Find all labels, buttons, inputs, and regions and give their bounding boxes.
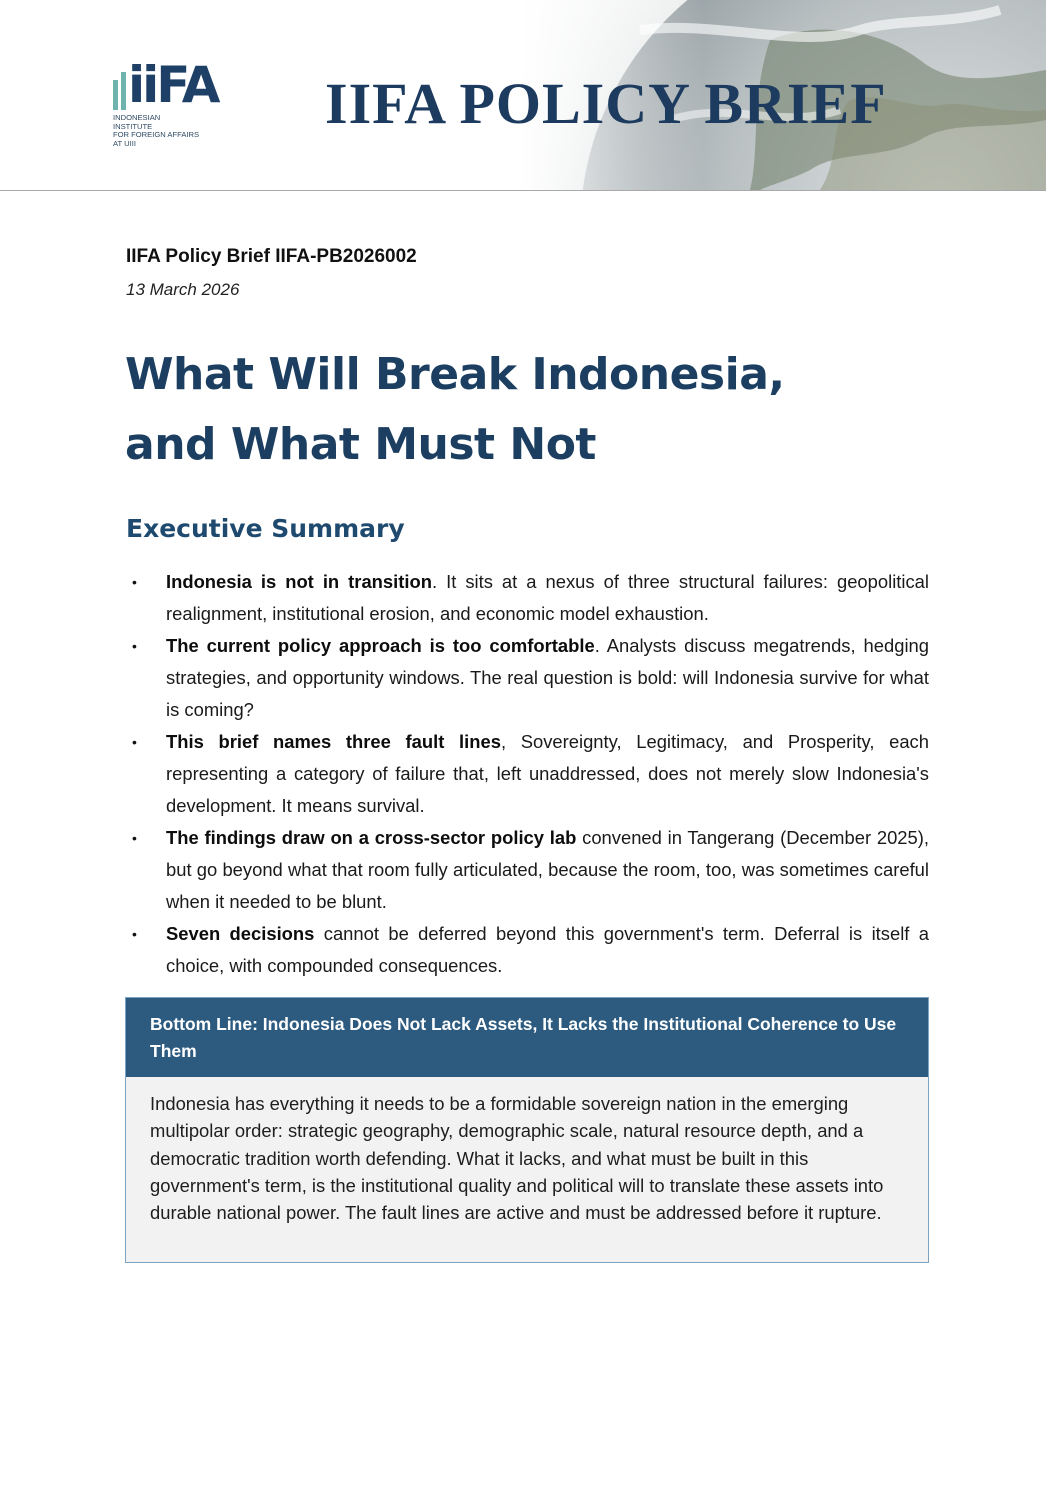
- list-item: • Indonesia is not in transition. It sits at a nexus of three structural failures: geopolitical realignment, institutional erosion, and economic model exhaustion.: [126, 566, 929, 630]
- bottom-line-box: [125, 997, 929, 1263]
- logo-wordmark: iiFA: [128, 56, 218, 114]
- list-item: • The findings draw on a cross-sector policy lab convened in Tangerang (December 2025), but go beyond what that room fully articulated, because the room, too, was sometimes careful when it needed to be blunt.: [126, 822, 929, 918]
- brief-date: 13 March 2026: [126, 280, 240, 299]
- summary-list: [126, 566, 929, 982]
- bullet-icon: •: [132, 926, 137, 942]
- logo-subtitle: INDONESIAN INSTITUTE FOR FOREIGN AFFAIRS AT UIII: [113, 113, 200, 148]
- bottom-line-body: Indonesia has everything it needs to be a formidable sovereign nation in the emerging multipolar order: strategic geography, demographic scale, natural resource depth, and a democratic tradition worth defending. What it lacks, and what must be built in this government's term, is the institutional quality and political will to translate these assets into durable national power. The fault lines are active and must be addressed before it rupture.: [150, 1093, 884, 1224]
- list-item: • Seven decisions cannot be deferred beyond this government's term. Deferral is itself a choice, with compounded consequences.: [126, 918, 929, 982]
- list-item: • The current policy approach is too comfortable. Analysts discuss megatrends, hedging strategies, and opportunity windows. The real question is bold: will Indonesia survive for what is coming?: [126, 630, 929, 726]
- brief-id: IIFA Policy Brief IIFA-PB2026002: [126, 246, 417, 267]
- bullet-icon: •: [132, 574, 137, 590]
- bullet-icon: •: [132, 638, 137, 654]
- policy-brief-banner-title: IIFA POLICY BRIEF: [325, 71, 887, 136]
- section-heading: Executive Summary: [126, 514, 405, 543]
- page-title: What Will Break Indonesia, and What Must Not: [125, 349, 785, 470]
- header-banner: [0, 0, 1046, 191]
- bullet-icon: •: [132, 734, 137, 750]
- bottom-line-heading: Bottom Line: Indonesia Does Not Lack Assets, It Lacks the Institutional Coherence to Use Them: [126, 998, 928, 1077]
- list-item: • This brief names three fault lines, Sovereignty, Legitimacy, and Prosperity, each representing a category of failure that, left unaddressed, does not merely slow Indonesia's development. It means survival.: [126, 726, 929, 822]
- bullet-icon: •: [132, 830, 137, 846]
- logo-bars-icon: [113, 72, 126, 110]
- iifa-logo: [113, 54, 233, 166]
